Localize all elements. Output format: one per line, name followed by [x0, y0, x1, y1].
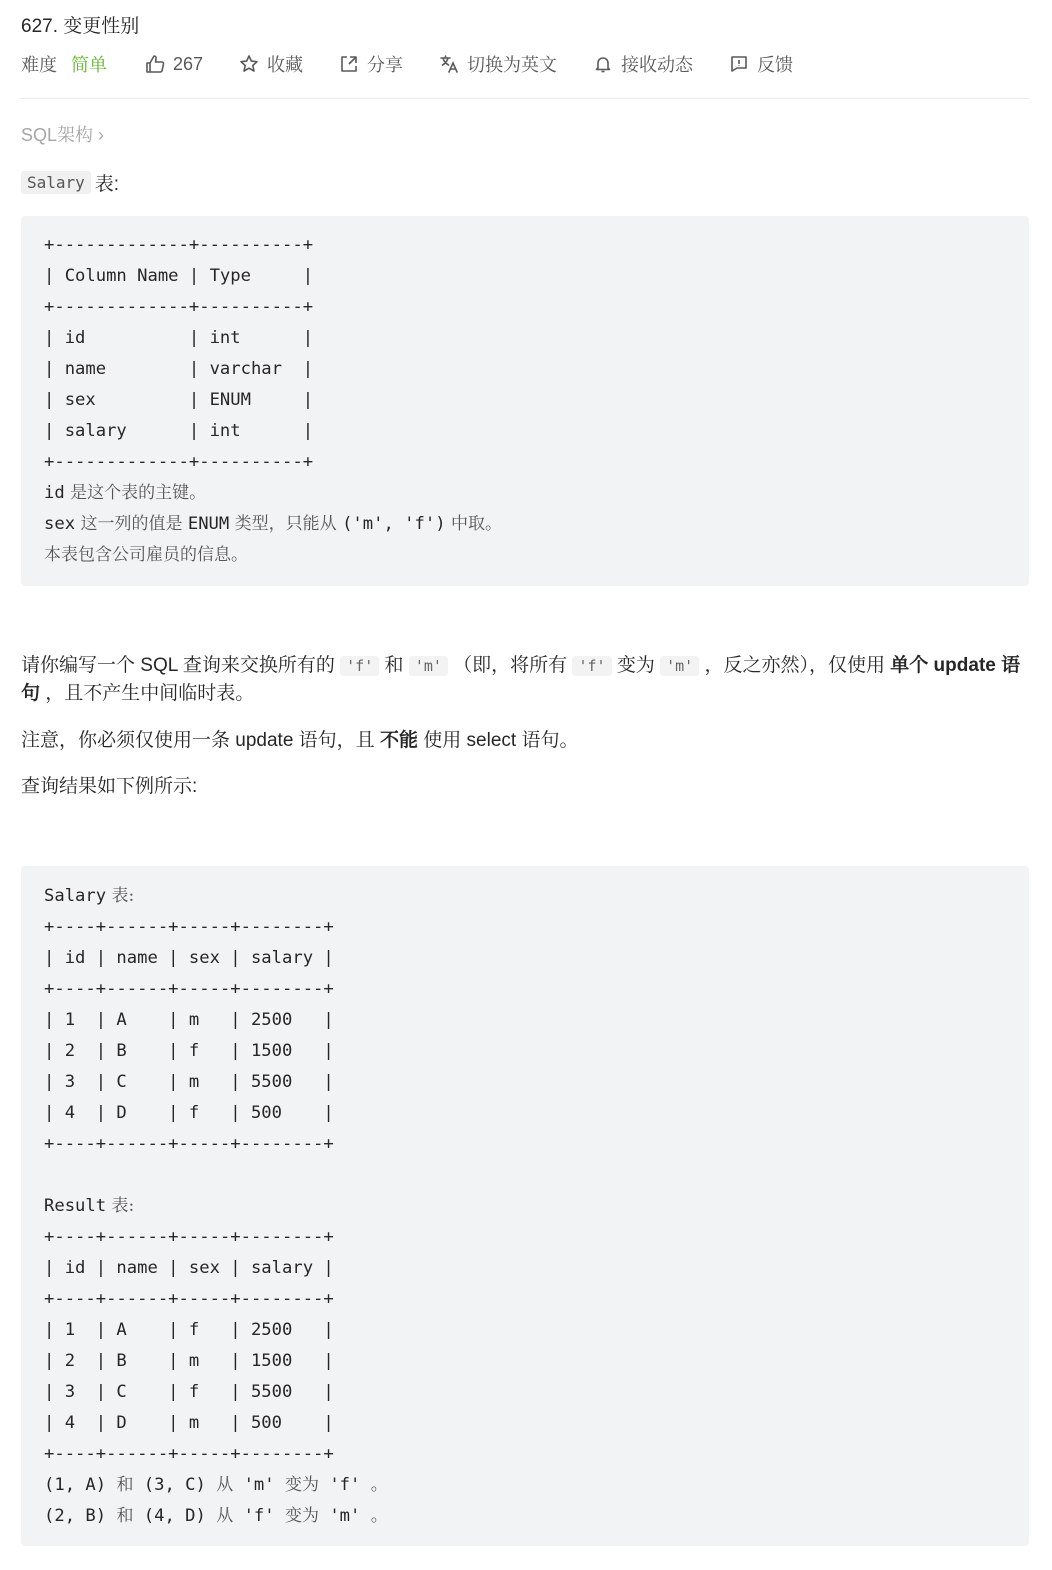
result-row: | 3 | C | f | 5500 | — [44, 1382, 334, 1402]
subscribe-button[interactable] — [593, 51, 693, 77]
salary-title: Salary 表: — [44, 886, 135, 906]
salary-border-mid: +----+------+-----+--------+ — [44, 979, 334, 999]
difficulty-badge: 简单 — [71, 55, 107, 75]
schema-border-top: +-------------+----------+ — [44, 235, 314, 255]
table-intro — [21, 169, 119, 196]
schema-row: | id | int | — [44, 328, 314, 348]
favorite-button[interactable] — [239, 51, 303, 77]
result-row: | 1 | A | f | 2500 | — [44, 1320, 334, 1340]
result-header-row: | id | name | sex | salary | — [44, 1258, 334, 1278]
example-code-block — [21, 866, 1029, 1546]
switch-language-button[interactable] — [439, 51, 557, 77]
salary-border-top: +----+------+-----+--------+ — [44, 917, 334, 937]
result-title: Result 表: — [44, 1196, 135, 1216]
salary-row: | 1 | A | m | 2500 | — [44, 1010, 334, 1030]
subscribe-label: 接收动态 — [621, 55, 694, 75]
schema-code-block — [21, 216, 1029, 586]
schema-border-mid: +-------------+----------+ — [44, 297, 314, 317]
breadcrumb-sql-schema[interactable]: SQL架构 › — [21, 125, 105, 145]
schema-row: | sex | ENUM | — [44, 390, 314, 410]
description-paragraph-1: 请你编写一个 SQL 查询来交换所有的 'f' 和 'm' （即，将所有 'f' 变为 'm' ，反之亦然），仅使用 单个 update 语句 ，且不产生中间临时表。 — [21, 655, 1021, 704]
description-paragraph-2: 注意，你必须仅使用一条 update 语句，且 不能 使用 select 语句。 — [21, 730, 579, 751]
switch-language-label: 切换为英文 — [467, 55, 558, 75]
schema-header-row: | Column Name | Type | — [44, 266, 314, 286]
like-count: 267 — [173, 53, 204, 74]
share-icon — [339, 54, 359, 74]
header-divider — [21, 98, 1029, 99]
salary-row: | 3 | C | m | 5500 | — [44, 1072, 334, 1092]
result-row: | 4 | D | m | 500 | — [44, 1413, 334, 1433]
feedback-label: 反馈 — [757, 55, 794, 75]
result-border-bottom: +----+------+-----+--------+ — [44, 1444, 334, 1464]
result-row: | 2 | B | m | 1500 | — [44, 1351, 334, 1371]
feedback-icon — [729, 54, 749, 74]
schema-note-info: 本表包含公司雇员的信息。 — [44, 545, 248, 565]
bold-cannot: 不能 — [379, 730, 418, 751]
code-m: 'm' — [660, 656, 699, 676]
schema-note-enum: sex 这一列的值是 ENUM 类型，只能从 ('m', 'f') 中取。 — [44, 514, 502, 534]
bell-icon — [593, 54, 613, 74]
share-label: 分享 — [367, 55, 404, 75]
result-border-mid: +----+------+-----+--------+ — [44, 1289, 334, 1309]
difficulty-label: 难度 — [21, 55, 57, 75]
salary-header-row: | id | name | sex | salary | — [44, 948, 334, 968]
like-button[interactable] — [145, 54, 203, 75]
feedback-button[interactable] — [729, 51, 793, 77]
problem-meta-bar — [21, 51, 829, 77]
salary-row: | 2 | B | f | 1500 | — [44, 1041, 334, 1061]
salary-border-bottom: +----+------+-----+--------+ — [44, 1134, 334, 1154]
description-paragraph-3: 查询结果如下例所示: — [21, 776, 198, 797]
problem-title: 627. 变更性别 — [21, 16, 140, 37]
translate-icon — [439, 54, 459, 74]
schema-row: | salary | int | — [44, 421, 314, 441]
bold-single-update: 单个 update 语句 — [21, 655, 1021, 704]
code-f: 'f' — [340, 656, 379, 676]
result-border-top: +----+------+-----+--------+ — [44, 1227, 334, 1247]
table-name-code: Salary — [21, 171, 91, 194]
table-intro-suffix: 表: — [94, 174, 120, 195]
share-button[interactable] — [339, 51, 403, 77]
code-m: 'm' — [409, 656, 448, 676]
star-icon — [239, 54, 259, 74]
schema-border-bottom: +-------------+----------+ — [44, 452, 314, 472]
example-note-1: (1, A) 和 (3, C) 从 'm' 变为 'f' 。 — [44, 1475, 388, 1495]
example-note-2: (2, B) 和 (4, D) 从 'f' 变为 'm' 。 — [44, 1506, 388, 1526]
favorite-label: 收藏 — [267, 55, 304, 75]
code-f: 'f' — [572, 656, 611, 676]
salary-row: | 4 | D | f | 500 | — [44, 1103, 334, 1123]
thumbs-up-icon — [145, 54, 165, 74]
schema-row: | name | varchar | — [44, 359, 314, 379]
schema-note-primary-key: id 是这个表的主键。 — [44, 483, 207, 503]
